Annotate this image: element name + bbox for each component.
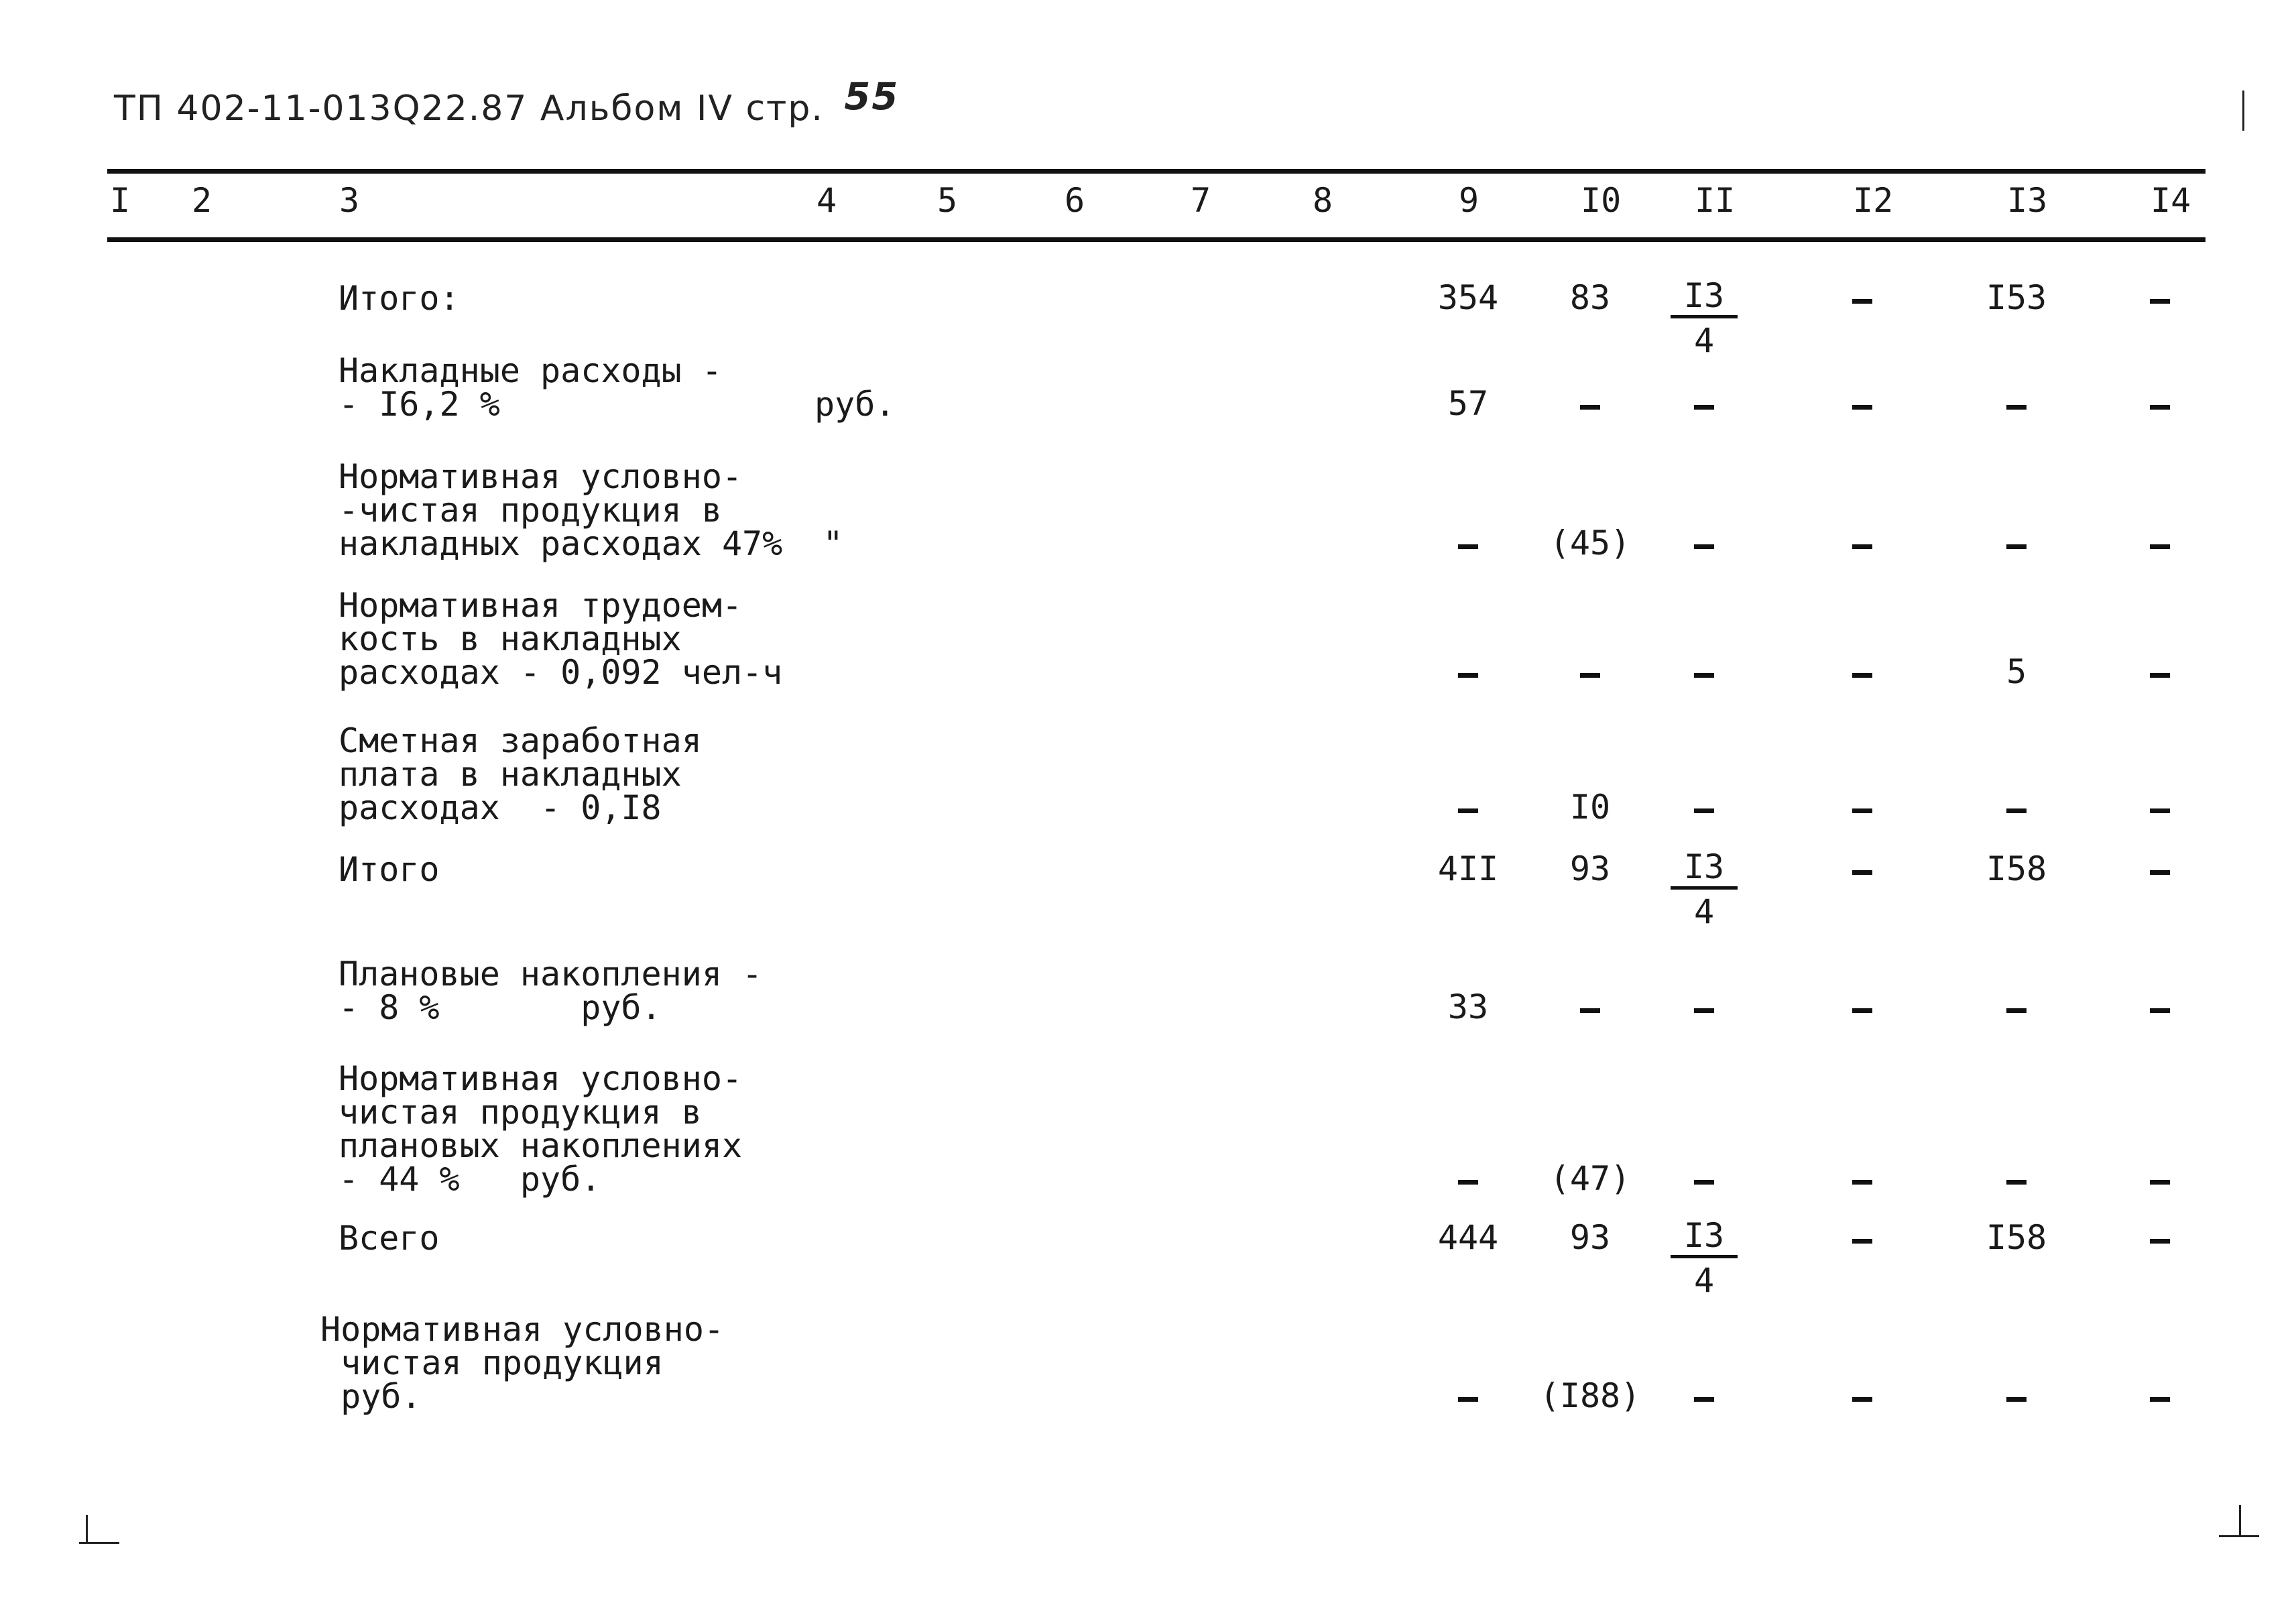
dash-cell	[1694, 405, 1714, 410]
column-header-13: I3	[2007, 181, 2048, 220]
crop-mark-bottom-right	[2219, 1535, 2259, 1537]
crop-mark-bottom-left	[79, 1542, 119, 1544]
value-cell-c9: 57	[1447, 384, 1489, 423]
row-description: Нормативная трудоем- кость в накладных расходах - 0,092 чел-ч	[339, 586, 783, 692]
page-number: 55	[844, 75, 900, 119]
value-cell-c10: (45)	[1549, 524, 1631, 562]
value-cell-c9: 444	[1437, 1218, 1499, 1257]
fraction-cell	[1657, 1216, 1751, 1300]
value-cell-c13: 5	[2006, 652, 2027, 691]
value-cell-c9: 4II	[1437, 849, 1499, 888]
dash-cell	[1852, 673, 1872, 678]
column-header-5: 5	[937, 181, 958, 220]
dash-cell	[1694, 1180, 1714, 1185]
dash-cell	[1458, 1180, 1478, 1185]
column-header-14: I4	[2151, 181, 2191, 220]
header-title: ТП 402-11-013Q22.87 Альбом IV стр.	[114, 88, 824, 129]
dash-cell	[1852, 1180, 1872, 1185]
row-description: Нормативная условно- чистая продукция в плановых накоплениях - 44 % руб.	[339, 1059, 743, 1199]
column-header-10: I0	[1581, 181, 1622, 220]
dash-cell	[1852, 870, 1872, 875]
value-cell-c10: 93	[1569, 849, 1611, 888]
column-header-6: 6	[1065, 181, 1085, 220]
crop-mark-bottom-left-vertical	[86, 1515, 88, 1542]
dash-cell	[1852, 1397, 1872, 1402]
value-cell-c10: I0	[1569, 788, 1611, 827]
fraction-cell	[1657, 276, 1751, 360]
dash-cell	[1694, 1397, 1714, 1402]
value-cell-c10: (I88)	[1539, 1376, 1641, 1415]
dash-cell	[1458, 808, 1478, 813]
dash-cell	[1852, 808, 1872, 813]
crop-mark-top-right	[2242, 91, 2244, 131]
column-header-4: 4	[817, 181, 837, 220]
row-description: Сметная заработная плата в накладных расходах - 0,I8	[339, 721, 702, 827]
column-header-3: 3	[339, 181, 360, 220]
row-unit: руб.	[814, 385, 896, 424]
dash-cell	[1694, 1008, 1714, 1013]
fraction-bar	[1671, 886, 1738, 890]
dash-cell	[2006, 405, 2027, 410]
dash-cell	[1458, 673, 1478, 678]
table-header-rule	[107, 237, 2206, 242]
value-cell-c10: 83	[1569, 278, 1611, 317]
dash-cell	[2150, 1239, 2170, 1244]
dash-cell	[1458, 544, 1478, 549]
row-description: Накладные расходы - - I6,2 %	[339, 351, 722, 424]
fraction-numerator: I3	[1683, 847, 1725, 886]
dash-cell	[1458, 1397, 1478, 1402]
dash-cell	[1852, 1008, 1872, 1013]
column-header-12: I2	[1853, 181, 1894, 220]
dash-cell	[1852, 1239, 1872, 1244]
column-header-8: 8	[1313, 181, 1333, 220]
column-header-2: 2	[192, 181, 213, 220]
dash-cell	[2150, 1397, 2170, 1402]
dash-cell	[1694, 808, 1714, 813]
dash-cell	[1694, 673, 1714, 678]
dash-cell	[2006, 1397, 2027, 1402]
dash-cell	[2006, 544, 2027, 549]
document-header	[114, 75, 900, 129]
fraction-denominator: 4	[1693, 1261, 1715, 1300]
row-description: Итого	[339, 850, 440, 889]
dash-cell	[1694, 544, 1714, 549]
fraction-denominator: 4	[1693, 892, 1715, 931]
row-description: Всего	[339, 1219, 440, 1258]
value-cell-c13: I58	[1986, 1218, 2047, 1257]
dash-cell	[2150, 299, 2170, 304]
fraction-denominator: 4	[1693, 321, 1715, 360]
column-header-11: II	[1695, 181, 1736, 220]
dash-cell	[2150, 673, 2170, 678]
dash-cell	[1580, 1008, 1600, 1013]
column-header-9: 9	[1459, 181, 1479, 220]
value-cell-c13: I58	[1986, 849, 2047, 888]
dash-cell	[2150, 870, 2170, 875]
fraction-bar	[1671, 1255, 1738, 1258]
fraction-bar	[1671, 315, 1738, 318]
fraction-cell	[1657, 847, 1751, 931]
fraction-numerator: I3	[1683, 1216, 1725, 1255]
dash-cell	[1580, 405, 1600, 410]
value-cell-c10: 93	[1569, 1218, 1611, 1257]
fraction-numerator: I3	[1683, 276, 1725, 315]
value-cell-c10: (47)	[1549, 1159, 1631, 1198]
row-description: Нормативная условно- чистая продукция руб.	[320, 1310, 725, 1416]
dash-cell	[1852, 405, 1872, 410]
column-header-7: 7	[1191, 181, 1211, 220]
dash-cell	[2150, 544, 2170, 549]
dash-cell	[2150, 1008, 2170, 1013]
crop-mark-bottom-right-vertical	[2239, 1505, 2241, 1535]
value-cell-c9: 33	[1447, 987, 1489, 1026]
column-header-1: I	[110, 181, 131, 220]
dash-cell	[1852, 299, 1872, 304]
row-description: Итого:	[339, 279, 460, 318]
dash-cell	[2006, 1180, 2027, 1185]
table-top-rule	[107, 169, 2206, 174]
dash-cell	[1580, 673, 1600, 678]
dash-cell	[1852, 544, 1872, 549]
row-description: Плановые накопления - - 8 % руб.	[339, 955, 763, 1027]
value-cell-c9: 354	[1437, 278, 1499, 317]
dash-cell	[2150, 808, 2170, 813]
row-description: Нормативная условно- -чистая продукция в накладных расходах 47% "	[339, 457, 843, 563]
dash-cell	[2150, 405, 2170, 410]
value-cell-c13: I53	[1986, 278, 2047, 317]
dash-cell	[2006, 808, 2027, 813]
dash-cell	[2150, 1180, 2170, 1185]
dash-cell	[2006, 1008, 2027, 1013]
